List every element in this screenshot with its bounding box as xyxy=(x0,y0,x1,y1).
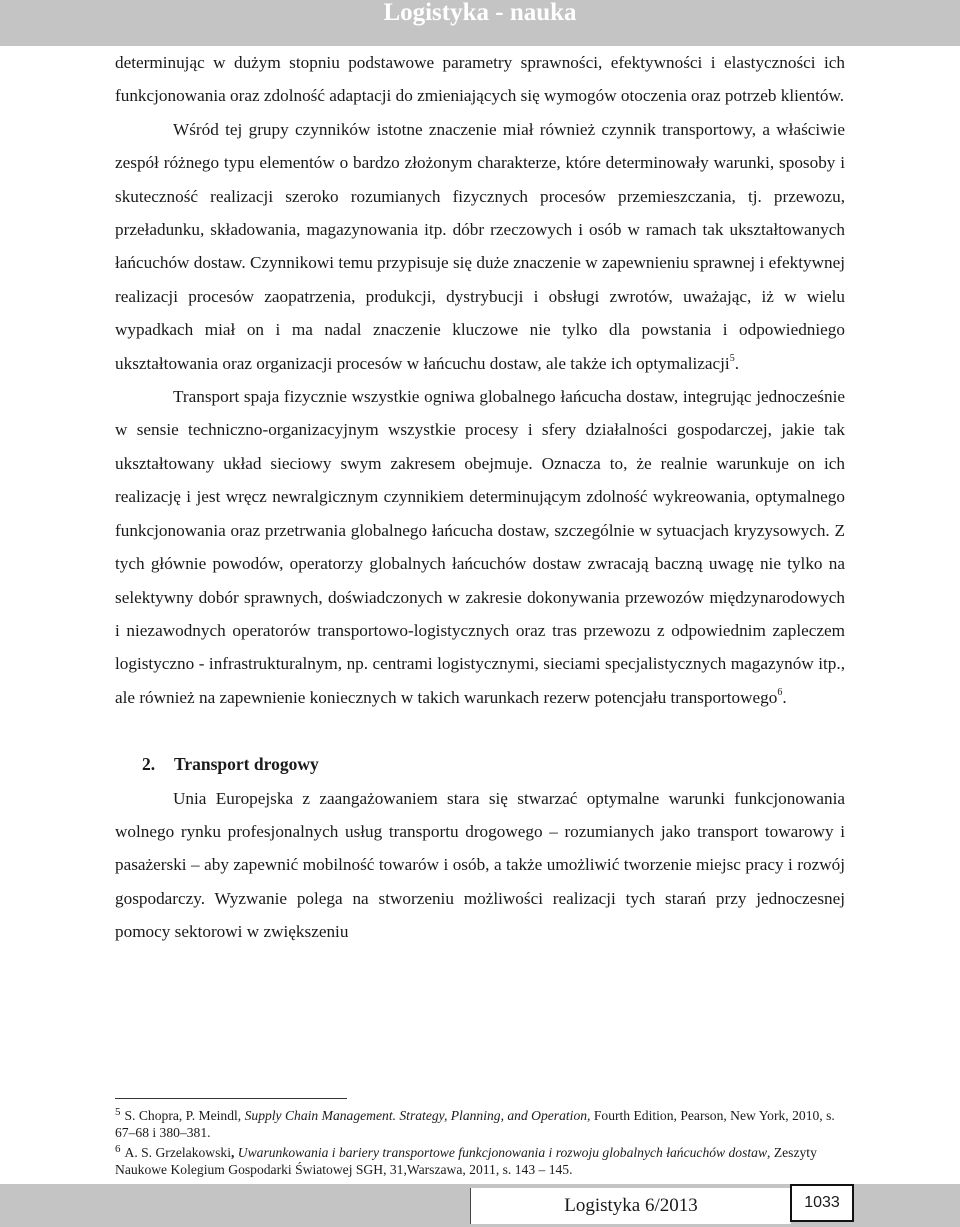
section-spacer xyxy=(115,714,845,748)
footnote-5: $^5$ S. Chopra, P. Meindl, Supply Chain Management. Strategy, Planning, and Operation, Fourth Edition, Pearson, New York, 2010, s. 67–68 i 380–381. xyxy=(115,1106,835,1140)
section-title: Transport drogowy xyxy=(174,754,319,775)
footnote-ref-6[interactable]: 6 xyxy=(777,686,783,698)
page-header-title: Logistyka - nauka xyxy=(383,0,577,26)
article-body xyxy=(115,46,845,949)
section-number: 2. xyxy=(142,754,156,775)
paragraph-transport-factor: Wśród tej grupy czynników istotne znaczenie miał również czynnik transportowy, a właściwie zespół różnego typu elementów o bardzo złożonym charakterze, które determinowały warunki, sposoby i skuteczność realizacji szeroko rozumianych fizycznych procesów przemieszczania, tj. przewozu, przeładunku, składowania, magazynowania itp. dóbr rzeczowych i osób w ramach tak ukształtowanych łańcuchów dostaw. Czynnikowi temu przypisuje się duże znaczenie w zapewnieniu sprawnej i efektywnej realizacji procesów zaopatrzenia, produkcji, dystrybucji i obsługi zwrotów, uważając, iż w wielu wypadkach miał on i ma nadal znaczenie kluczowe nie tylko dla powstania i odpowiedniego ukształtowania oraz organizacji procesów w łańcuchu dostaw, ale także ich optymalizacji$^5$. xyxy=(115,119,845,373)
footnote-6: $^6$ A. S. Grzelakowski, Uwarunkowania i bariery transportowe funkcjonowania i rozwoju globalnych łańcuchów dostaw, Zeszyty Naukowe Kolegium Gospodarki Światowej SGH, 31,Warszawa, 2011, s. 143 – 145. xyxy=(115,1143,817,1177)
footnote-ref-5[interactable]: 5 xyxy=(729,352,735,364)
footnotes xyxy=(115,1104,850,1178)
page-number: 1033 xyxy=(790,1184,854,1222)
section-heading xyxy=(115,748,845,781)
paragraph-transport-integration: Transport spaja fizycznie wszystkie ogniwa globalnego łańcucha dostaw, integrując jednocześnie w sensie techniczno-organizacyjnym wszystkie procesy i sfery działalności gospodarczej, jakie tak ukształtowany układ sieciowy swym zakresem obejmuje. Oznacza to, że realnie warunkuje on ich realizację i jest wręcz newralgicznym czynnikiem determinującym zdolność wykreowania, optymalnego funkcjonowania oraz przetrwania globalnego łańcucha dostaw, szczególnie w sytuacjach kryzysowych. Z tych głównie powodów, operatorzy globalnych łańcuchów dostaw zwracają baczną uwagę nie tylko na selektywny dobór sprawnych, doświadczonych w zakresie dokonywania przewozów międzynarodowych i niezawodnych operatorów transportowo-logistycznych oraz tras przewozu z odpowiednim zapleczem logistyczno - infrastrukturalnym, np. centrami logistycznymi, sieciami specjalistycznych magazynów itp., ale również na zapewnienie koniecznych w takich warunkach rezerw potencjału transportowego$^6$. xyxy=(115,387,845,707)
footnote-separator xyxy=(115,1098,347,1099)
paragraph-continuation: determinując w dużym stopniu podstawowe parametry sprawności, efektywności i elastyczności ich funkcjonowania oraz zdolność adaptacji do zmieniających się wymogów otoczenia oraz potrzeb klientów. xyxy=(115,53,845,106)
paragraph-eu-road-transport: Unia Europejska z zaangażowaniem stara się stwarzać optymalne warunki funkcjonowania wolnego rynku profesjonalnych usług transportu drogowego – rozumianych jako transport towarowy i pasażerski – aby zapewnić mobilność towarów i osób, a także umożliwić tworzenie miejsc pracy i rozwój gospodarczy. Wyzwanie polega na stworzeniu możliwości realizacji tych starań przy jednoczesnej pomocy sektorowi w zwiększeniu xyxy=(115,788,845,942)
footer-journal-name: Logistyka 6/2013 xyxy=(470,1188,791,1224)
